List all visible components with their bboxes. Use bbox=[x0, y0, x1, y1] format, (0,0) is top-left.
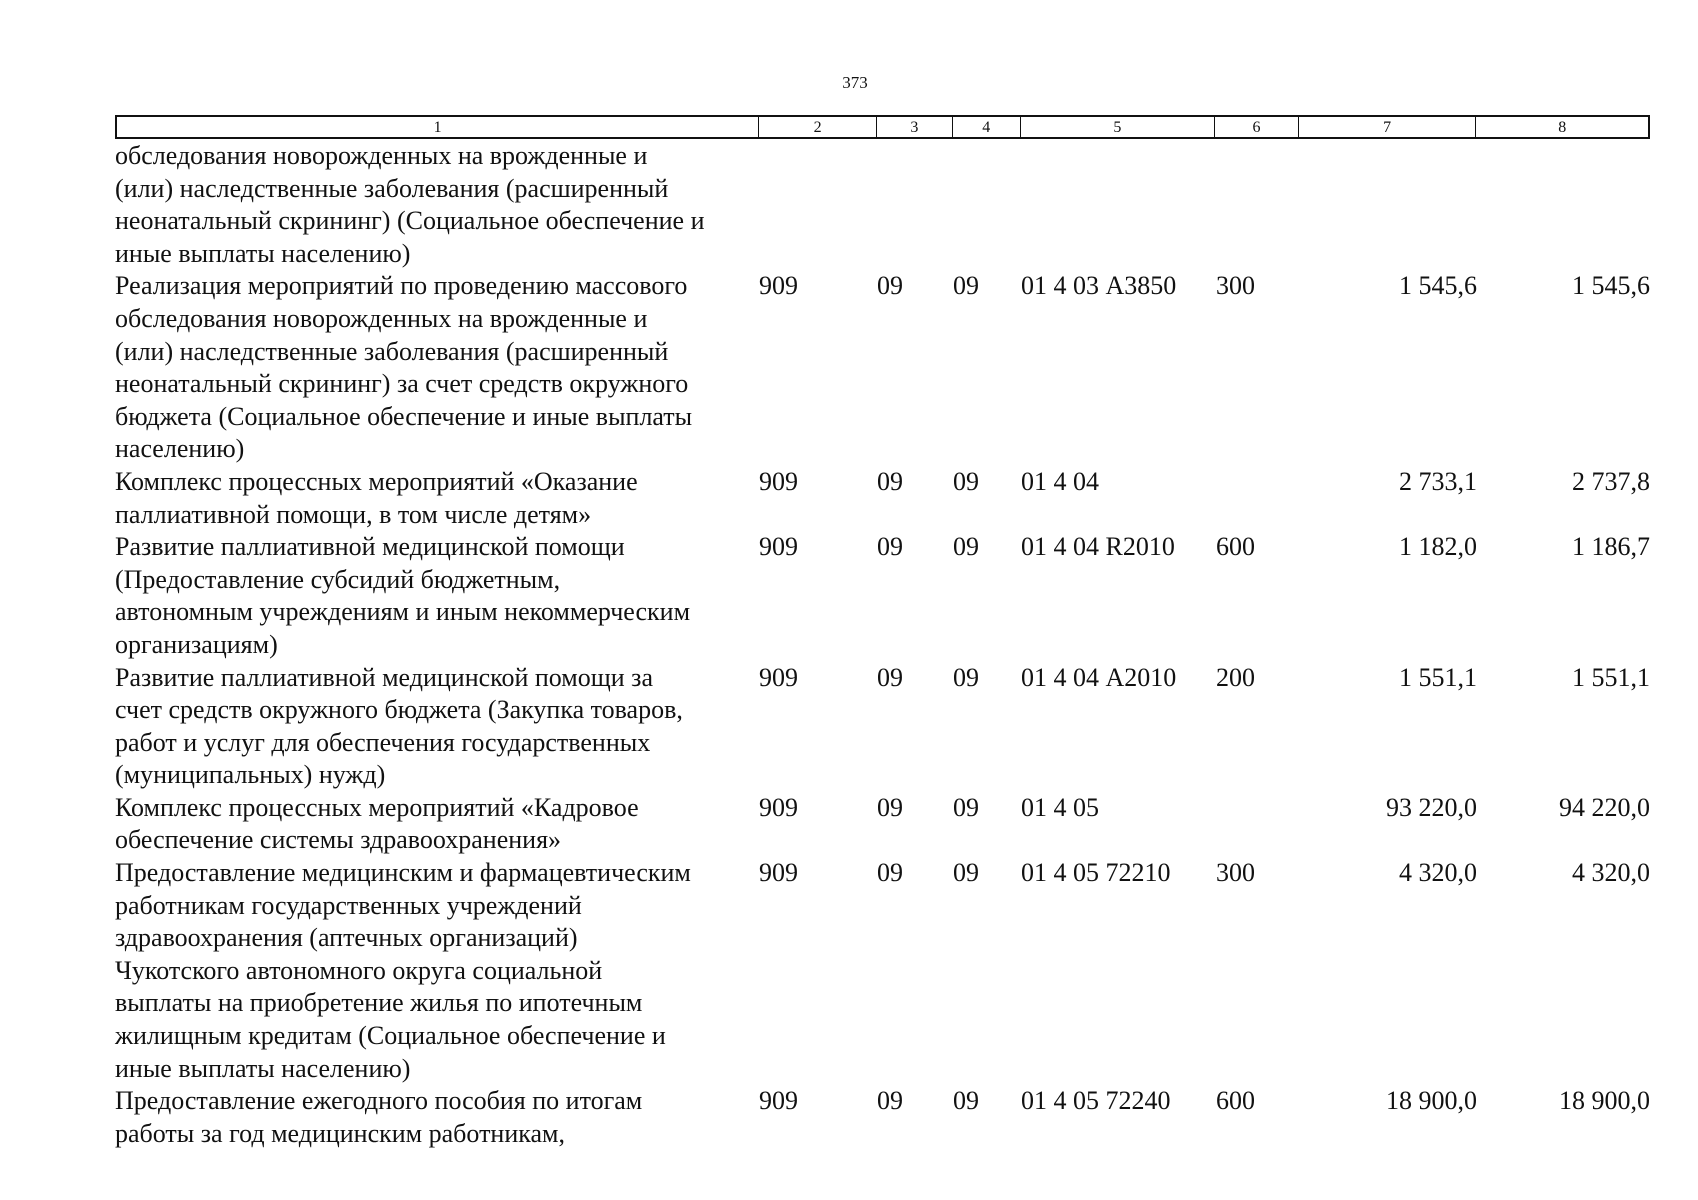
description-line: работникам государственных учреждений bbox=[115, 890, 582, 920]
description-line: обследования новорожденных на врожденные и bbox=[115, 303, 648, 333]
section-cell: 09 bbox=[877, 271, 903, 301]
section-cell: 09 bbox=[877, 466, 903, 496]
amount-year1-cell: 1 551,1 bbox=[1399, 662, 1477, 692]
column-header-1: 1 bbox=[117, 117, 759, 137]
description-line: Предоставление медицинским и фармацевтическим bbox=[115, 858, 691, 888]
description-line: неонатальный скрининг) (Социальное обеспечение и bbox=[115, 206, 705, 236]
subsection-cell: 09 bbox=[953, 662, 979, 692]
target-article-cell: 01 4 04 R2010 bbox=[1021, 532, 1175, 562]
table-row bbox=[115, 1085, 1650, 1150]
column-header-2: 2 bbox=[759, 117, 877, 137]
table-row bbox=[115, 466, 1650, 531]
amount-year1-cell: 1 182,0 bbox=[1399, 532, 1477, 562]
row-description bbox=[115, 857, 759, 1085]
admin-code-cell: 909 bbox=[759, 792, 798, 822]
amount-year2-cell: 1 551,1 bbox=[1572, 662, 1650, 692]
expense-type-cell bbox=[1216, 466, 1300, 531]
row-description bbox=[115, 531, 759, 661]
amount-year1-cell: 4 320,0 bbox=[1399, 858, 1477, 888]
row-description bbox=[115, 466, 759, 531]
target-article-cell: 01 4 05 72210 bbox=[1021, 858, 1171, 888]
description-line: неонатальный скрининг) за счет средств окружного bbox=[115, 369, 689, 399]
description-line: Комплекс процессных мероприятий «Оказание bbox=[115, 466, 638, 496]
admin-code-cell bbox=[759, 140, 877, 270]
admin-code-cell: 909 bbox=[759, 466, 798, 496]
amount-year1-cell: 18 900,0 bbox=[1386, 1086, 1477, 1116]
expense-type-cell: 300 bbox=[1216, 858, 1255, 888]
target-article-cell: 01 4 04 bbox=[1021, 466, 1099, 496]
target-article-cell: 01 4 05 bbox=[1021, 792, 1099, 822]
admin-code-cell: 909 bbox=[759, 1086, 798, 1116]
amount-year2-cell: 18 900,0 bbox=[1559, 1086, 1650, 1116]
table-row bbox=[115, 531, 1650, 661]
subsection-cell: 09 bbox=[953, 1086, 979, 1116]
description-line: населению) bbox=[115, 434, 245, 464]
section-cell: 09 bbox=[877, 792, 903, 822]
table-row bbox=[115, 662, 1650, 792]
table-row bbox=[115, 792, 1650, 857]
subsection-cell: 09 bbox=[953, 466, 979, 496]
table-row bbox=[115, 857, 1650, 1085]
description-line: Предоставление ежегодного пособия по итогам bbox=[115, 1086, 643, 1116]
admin-code-cell: 909 bbox=[759, 532, 798, 562]
subsection-cell: 09 bbox=[953, 858, 979, 888]
column-header-8: 8 bbox=[1558, 119, 1567, 136]
admin-code-cell: 909 bbox=[759, 271, 798, 301]
target-article-cell bbox=[1021, 140, 1216, 270]
description-line: иные выплаты населению) bbox=[115, 238, 411, 268]
description-line: жилищным кредитам (Социальное обеспечение и bbox=[115, 1021, 666, 1051]
column-header-7: 7 bbox=[1299, 117, 1477, 137]
column-header-3: 3 bbox=[877, 117, 953, 137]
description-line: автономным учреждениям и иным некоммерческим bbox=[115, 597, 691, 627]
amount-year2-cell: 94 220,0 bbox=[1559, 792, 1650, 822]
section-cell bbox=[877, 140, 953, 270]
subsection-cell: 09 bbox=[953, 792, 979, 822]
amount-year2-cell: 2 737,8 bbox=[1572, 466, 1650, 496]
amount-year2-cell: 4 320,0 bbox=[1572, 858, 1650, 888]
amount-year2-cell: 1 545,6 bbox=[1572, 271, 1650, 301]
admin-code-cell: 909 bbox=[759, 858, 798, 888]
description-line: бюджета (Социальное обеспечение и иные выплаты bbox=[115, 401, 693, 431]
subsection-cell bbox=[953, 140, 1021, 270]
column-header-6: 6 bbox=[1215, 117, 1299, 137]
table-header-row bbox=[115, 115, 1650, 139]
amount-year1-cell: 93 220,0 bbox=[1386, 792, 1477, 822]
row-description bbox=[115, 792, 759, 857]
description-line: Реализация мероприятий по проведению массового bbox=[115, 271, 688, 301]
expense-type-cell: 600 bbox=[1216, 532, 1255, 562]
target-article-cell: 01 4 03 А3850 bbox=[1021, 271, 1177, 301]
table-row bbox=[115, 270, 1650, 466]
description-line: Комплекс процессных мероприятий «Кадровое bbox=[115, 792, 639, 822]
table-body bbox=[115, 140, 1650, 1150]
description-line: Чукотского автономного округа социальной bbox=[115, 955, 603, 985]
description-line: здравоохранения (аптечных организаций) bbox=[115, 923, 578, 953]
description-line: иные выплаты населению) bbox=[115, 1053, 411, 1083]
description-line: работы за год медицинским работникам, bbox=[115, 1118, 565, 1148]
description-line: обеспечение системы здравоохранения» bbox=[115, 825, 562, 855]
subsection-cell: 09 bbox=[953, 532, 979, 562]
amount-year1-cell bbox=[1300, 140, 1478, 270]
amount-year1-cell: 1 545,6 bbox=[1399, 271, 1477, 301]
row-description bbox=[115, 270, 759, 466]
description-line: (или) наследственные заболевания (расширенный bbox=[115, 173, 669, 203]
description-line: (муниципальных) нужд) bbox=[115, 760, 386, 790]
table-row bbox=[115, 140, 1650, 270]
description-line: Развитие паллиативной медицинской помощи за bbox=[115, 662, 653, 692]
row-description bbox=[115, 662, 759, 792]
amount-year2-cell: 1 186,7 bbox=[1572, 532, 1650, 562]
description-line: обследования новорожденных на врожденные и bbox=[115, 141, 648, 170]
section-cell: 09 bbox=[877, 1086, 903, 1116]
description-line: счет средств окружного бюджета (Закупка товаров, bbox=[115, 695, 683, 725]
page-number: 373 bbox=[842, 73, 868, 92]
expense-type-cell: 600 bbox=[1216, 1086, 1255, 1116]
description-line: выплаты на приобретение жилья по ипотечным bbox=[115, 988, 643, 1018]
row-description bbox=[115, 140, 759, 270]
description-line: Развитие паллиативной медицинской помощи bbox=[115, 532, 625, 562]
target-article-cell: 01 4 04 А2010 bbox=[1021, 662, 1177, 692]
description-line: (или) наследственные заболевания (расширенный bbox=[115, 336, 669, 366]
subsection-cell: 09 bbox=[953, 271, 979, 301]
amount-year2-cell bbox=[1478, 140, 1650, 270]
column-header-4: 4 bbox=[953, 117, 1021, 137]
description-line: организациям) bbox=[115, 629, 278, 659]
column-header-5: 5 bbox=[1021, 117, 1215, 137]
section-cell: 09 bbox=[877, 858, 903, 888]
amount-year1-cell: 2 733,1 bbox=[1399, 466, 1477, 496]
expense-type-cell bbox=[1216, 140, 1300, 270]
section-cell: 09 bbox=[877, 662, 903, 692]
expense-type-cell bbox=[1216, 792, 1300, 857]
expense-type-cell: 300 bbox=[1216, 271, 1255, 301]
target-article-cell: 01 4 05 72240 bbox=[1021, 1086, 1171, 1116]
description-line: паллиативной помощи, в том числе детям» bbox=[115, 499, 592, 529]
description-line: (Предоставление субсидий бюджетным, bbox=[115, 564, 561, 594]
expense-type-cell: 200 bbox=[1216, 662, 1255, 692]
admin-code-cell: 909 bbox=[759, 662, 798, 692]
section-cell: 09 bbox=[877, 532, 903, 562]
row-description bbox=[115, 1085, 759, 1150]
description-line: работ и услуг для обеспечения государственных bbox=[115, 727, 651, 757]
